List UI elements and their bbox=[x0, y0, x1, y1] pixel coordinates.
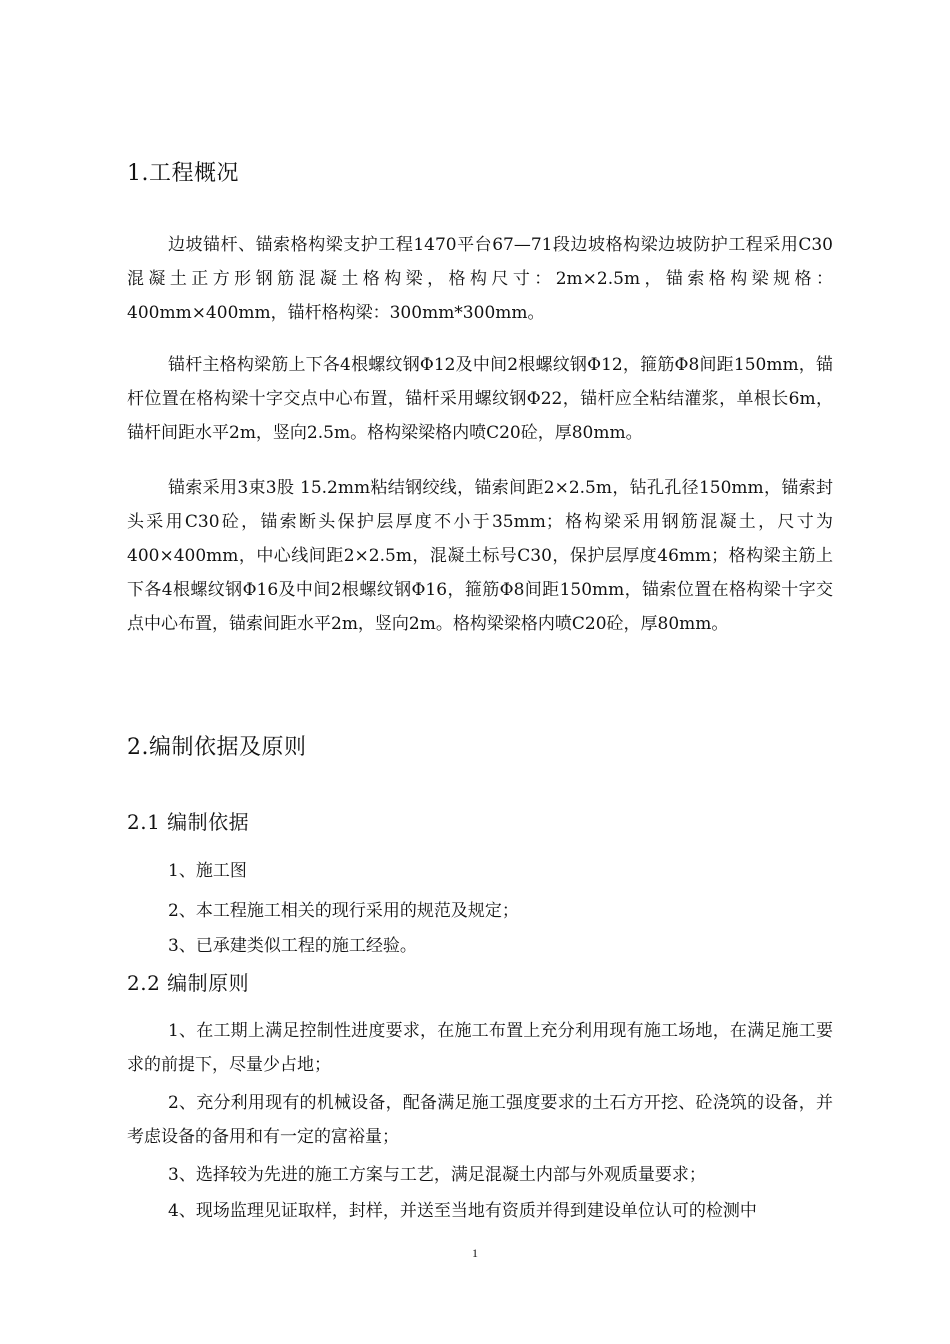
principle-paragraph-1: 1、在工期上满足控制性进度要求，在施工布置上充分利用现有施工场地，在满足施工要求的前提下，尽量少占地； bbox=[127, 1021, 833, 1075]
section-1-paragraph-1: 边坡锚杆、锚索格构梁支护工程1470平台67—71段边坡格构梁边坡防护工程采用C30混凝土正方形钢筋混凝土格构梁，格构尺寸：2m×2.5m，锚索格构梁规格：400mm×400mm，锚杆格构梁：300mm*300mm。 bbox=[127, 235, 833, 323]
principle-paragraph-4: 4、现场监理见证取样，封样，并送至当地有资质并得到建设单位认可的检测中 bbox=[168, 1201, 757, 1221]
page-number: 1 bbox=[472, 1246, 478, 1260]
basis-item-2: 2、本工程施工相关的现行采用的规范及规定； bbox=[168, 901, 519, 921]
section-2-2-title: 2.2 编制原则 bbox=[127, 971, 250, 995]
basis-item-1: 1、施工图 bbox=[168, 861, 247, 881]
section-1-paragraph-2: 锚杆主格构梁筋上下各4根螺纹钢Φ12及中间2根螺纹钢Φ12，箍筋Φ8间距150mm，锚杆位置在格构梁十字交点中心布置，锚杆采用螺纹钢Φ22，锚杆应全粘结灌浆，单根长6m，锚杆间距水平2m，竖向2.5m。格构梁梁格内喷C20砼，厚80mm。 bbox=[127, 355, 833, 443]
basis-item-3: 3、已承建类似工程的施工经验。 bbox=[168, 936, 417, 956]
principle-paragraph-2: 2、充分利用现有的机械设备，配备满足施工强度要求的土石方开挖、砼浇筑的设备，并考虑设备的备用和有一定的富裕量； bbox=[127, 1093, 833, 1147]
section-1-title: 1.工程概况 bbox=[127, 161, 239, 186]
principle-paragraph-3: 3、选择较为先进的施工方案与工艺，满足混凝土内部与外观质量要求； bbox=[168, 1165, 706, 1185]
section-1-paragraph-3: 锚索采用3束3股 15.2mm粘结钢绞线，锚索间距2×2.5m，钻孔孔径150mm，锚索封头采用C30砼，锚索断头保护层厚度不小于35mm；格构梁采用钢筋混凝土，尺寸为400×400mm，中心线间距2×2.5m，混凝土标号C30，保护层厚度46mm；格构梁主筋上下各4根螺纹钢Φ16及中间2根螺纹钢Φ16，箍筋Φ8间距150mm，锚索位置在格构梁十字交点中心布置，锚索间距水平2m，竖向2m。格构梁梁格内喷C20砼，厚80mm。 bbox=[127, 478, 833, 634]
section-2-title: 2.编制依据及原则 bbox=[127, 735, 307, 760]
section-2-1-title: 2.1 编制依据 bbox=[127, 810, 250, 834]
